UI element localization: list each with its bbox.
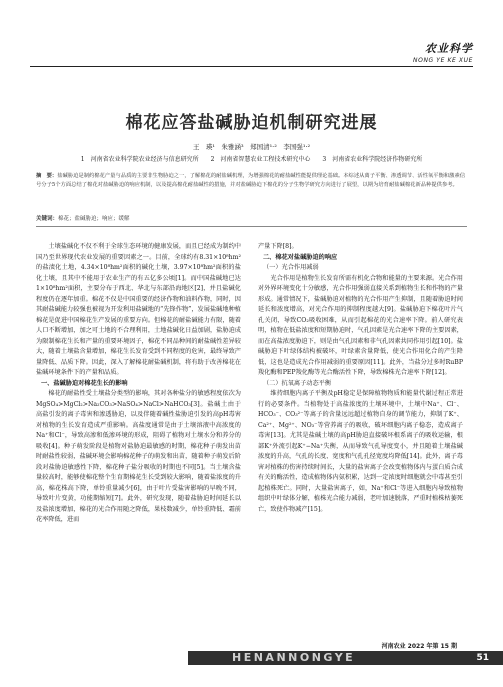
section-title: 农业科学 — [425, 42, 473, 55]
ion-balance-paragraph: 维持细胞内离子平衡及pH稳定是保障植物物质和能量代谢过程正常进行的必要条件。当植物处于高盐浓度的土壤环境中，土壤中Na⁺、Cl⁻、HCO₃⁻、CO₃²⁻等离子的含量远远超过植物自身的调节能力，抑制了K⁺、Ca²⁺、Mg²⁺、NO₃⁻等营养离子的吸收，破坏细胞内离子稳态，造成离子毒害[13]。尤其是盐碱土壤的高pH胁迫直接破坏根系离子的吸收运输，根部K⁺外流引起K⁺−Na⁺失衡，从而导致气孔导度变小，并且随着土壤盐碱浓度的升高，气孔的长度、宽度和气孔孔径宽度均降低[14]。此外，离子毒害对植株的伤害持续时间长，大量的盐害离子会改变植物体内与蛋白质合成有关的酶活性，造成植物体内氨积累，达到一定浓度时细胞就会中毒甚至引起植株死亡。同时，大量盐害离子，如，Na⁺和Cl⁻等进入细胞内导致植物组织中叶绿体分解，植株光合能力减弱，老叶加速脱落，严重时植株枯萎死亡，致使作物减产[15]。 — [258, 390, 463, 513]
affiliation-list: 1 河南省农业科学院农业经济与信息研究所 2 河南省智慧农业工程技术研究中心 3 河南省农业科学院经济作物研究所 — [80, 156, 423, 163]
continued-paragraph: 产量下降[8]。 — [258, 243, 298, 250]
abstract-label: 摘 要： — [36, 173, 58, 179]
page-number: 51 — [476, 653, 489, 663]
subheading-photosynthesis: （一）光合作用减弱 — [262, 264, 319, 271]
subheading-ion-balance: （二）抗氧离子动态平衡 — [262, 379, 332, 387]
footer-banner-text: HENANNONGYE — [232, 651, 356, 664]
section-1-paragraph: 棉花的耐盐性受土壤盐分类型的影响，其对各种盐分的敏感程度依次为MgSO₄>MgCl₂>Na₂CO₃>NaSO₄>NaCl>NaHCO₃[3]。盐碱土由于高盐引发的离子毒害和渗透胁迫，以及伴随着碱性盐胁迫引发的高pH毒害对植物的生长发育造成严重影响。高盐度通常是由于土壤溶液中高浓度的Na⁺和Cl⁻，导致高渗和低渗环境的形成，阻碍了植物对土壤水分和养分的吸收[4]。种子萌发阶段是植物对盐胁迫最敏感的时期，棉花种子萌发出苗时耐盐性较弱，盐碱环境会影响棉花种子的萌发和出苗，随着种子萌发后阶段对盐胁迫敏感性下降，棉花种子盐分吸收的时期也不同[5]。当土壤含盐量较高时，能够使棉花整个生育期棉花生长受到较大影响，随着盐浓度的升高，棉花株高下降，单铃重量减少[6]，由于叶片受盐害影响的早晚不同，导致叶片变黄，功能期缩短[7]。此外，研究发现，随着盐胁迫时间延长以及盐浓度增加，棉花的光合作用随之降低，果枝数减少，单铃重降低、霜前花率降低，进而 — [36, 390, 241, 523]
section-title-pinyin: NONG YE KE XUE — [413, 57, 473, 64]
keywords-label: 关键词： — [36, 216, 59, 222]
journal-issue: 河南农业 2022 年第 15 期 — [381, 643, 457, 650]
author-list: 王 瑛¹ 朱雅涵³ 郑国清¹·² 李国强¹·² — [192, 143, 311, 151]
right-column — [258, 242, 463, 515]
intro-paragraph: 土壤盐碱化不仅不利于全球生态环境的健康发展，而且已经成为制约中国乃至世界现代农业发展的重要因素之一。目前，全球约有8.31×10⁸hm²的盐渍化土地，4.34×10⁸hm²面积的碱化土壤，3.97×10⁸hm²面积的盐化土壤，且其中不能用于农业生产的有五亿多公顷[1]。而中国盐碱地已达1×10⁸hm²面积，主要分布于西北、华北与东部沿海地区[2]，并且盐碱化程度仍在逐年加重。棉花不仅是中国重要的经济作物和油料作物，同时，因其耐盐碱能力较强也被视为开发利用盐碱地的“先锋作物”，发展盐碱地种植棉花是促进中国棉花生产发展的重要方向。但棉花的耐盐碱能力有限，随着人口不断增加，加之可土地的不合理利用，土地盐碱化日益加剧，盐胁迫成为限制棉花生长和产量的重要环境因子，棉花不同品种间的耐盐碱性差异较大，随着土壤盐含量增加，棉花生长发育受到不同程度的危害，最终导致产量降低、品质下降。因此，深入了解棉花耐盐碱机制，将有助于改善棉花在盐碱环境条件下的产量和品质。 — [36, 243, 241, 376]
photosynthesis-paragraph: 光合作用是植物生长发育所需有机化合物和能量的主要来源。光合作用对外界环境变化十分敏感，光合作用强弱直接关系到植物生长和作物的产量形成。通常情况下，盐碱胁迫对植物的光合作用产生抑制，且随着胁迫时间延长和浓度增高，对光合作用的抑制程度越大[9]。盐碱胁迫下棉花叶片气孔关闭，导致CO₂吸收困难，从而引起棉花的光合速率下降。前人研究表明，植物在低盐浓度和短期胁迫时，气孔因素是光合速率下降的主要因素，而在高盐浓度胁迫下，则是由气孔因素和非气孔因素共同作用引起[10]。盐碱胁迫下叶绿体结构被破坏，叶绿素含量降低，使光合作用化合的产生降低，这也是造成光合作用减弱的重要原因[11]。此外，当盐分过多时RuBP羧化酶和PEP羧化酶等光合酶活性下降，导致棉株光合速率下降[12]。 — [258, 274, 463, 376]
abstract-text: 盐碱胁迫是制约棉花产量与品质的主要非生物胁迫之一，了解棉花的耐盐碱机理，为增强棉花的耐盐碱性能提供理论基础。本综述从离子平衡、渗透调节、活性氧平衡和激素信号分子5个方面总结了棉花对盐碱胁迫的响应机制，以及提高棉花耐盐碱性的措施，并对盐碱胁迫下棉花的分子生物学研究方向进行了展望，以期为培育耐盐碱棉花新品种提供参考。 — [36, 173, 466, 188]
abstract-rule — [36, 226, 467, 227]
keywords — [36, 214, 467, 222]
journal-section-header — [413, 40, 473, 64]
paper-title: 棉花应答盐碱胁迫机制研究进展 — [125, 113, 378, 133]
left-column — [36, 242, 241, 526]
keywords-text: 棉花；盐碱胁迫；响应；缓解 — [58, 216, 130, 222]
section-heading-2: 二、棉花对盐碱胁迫的响应 — [262, 253, 338, 261]
section-heading-1: 一、盐碱胁迫对棉花生长的影响 — [40, 379, 128, 387]
header-rule — [30, 66, 473, 67]
abstract — [36, 172, 467, 189]
